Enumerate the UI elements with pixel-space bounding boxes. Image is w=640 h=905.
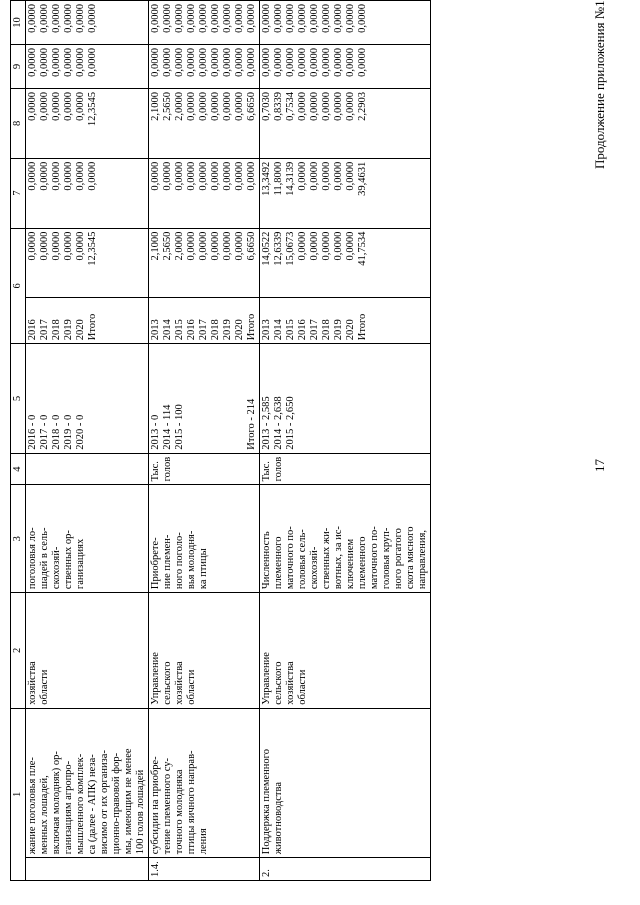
cell-line: 0,0000 bbox=[150, 4, 161, 33]
executor-cell bbox=[260, 593, 431, 709]
cell-line: 2020 bbox=[234, 319, 245, 341]
cell-line: менных лошадей, bbox=[39, 775, 50, 855]
cell-line: 0,0000 bbox=[234, 231, 245, 261]
cell-line: 41,7534 bbox=[357, 231, 368, 266]
header-row bbox=[11, 1, 26, 881]
cell-line: голов bbox=[162, 456, 173, 482]
cell-line: 0,7030 bbox=[261, 91, 272, 121]
cell-line: субсидии на приобре- bbox=[150, 756, 161, 855]
cell-line: 0,0000 bbox=[222, 48, 233, 77]
cell-line: 0,0000 bbox=[333, 161, 344, 191]
cell-line: 2020 bbox=[345, 319, 356, 341]
cell-line: ганизациям агропро- bbox=[63, 760, 74, 855]
cell-line: 0,0000 bbox=[333, 4, 344, 33]
cell-line: сельского bbox=[162, 661, 173, 705]
cell-line: ние племен- bbox=[162, 534, 173, 590]
cell-line: 0,0000 bbox=[246, 161, 257, 191]
table-row bbox=[260, 1, 431, 881]
cell-line: 0,0000 bbox=[246, 4, 257, 33]
cell-line: Управление bbox=[261, 652, 272, 705]
cell-line: 0,0000 bbox=[75, 231, 86, 261]
cell-line: 2,5650 bbox=[162, 91, 173, 121]
cell-line: 2015 - 100 bbox=[174, 404, 185, 450]
cell-line: 0,0000 bbox=[63, 231, 74, 261]
cell-line: ственных ор- bbox=[63, 530, 74, 590]
description-cell bbox=[260, 708, 431, 858]
cell-line: головья круп- bbox=[381, 527, 392, 590]
cell-line: 2,2903 bbox=[357, 91, 368, 121]
cell-line: 0,0000 bbox=[222, 161, 233, 191]
cell-line: хозяйства bbox=[27, 661, 38, 705]
unit-cell bbox=[26, 453, 149, 485]
cell-line: 0,0000 bbox=[210, 231, 221, 261]
cell-line: точного молодняка bbox=[174, 769, 185, 855]
cell-line: 2019 - 0 bbox=[63, 414, 74, 450]
cell-line: 0,0000 bbox=[333, 231, 344, 261]
years-cell bbox=[26, 298, 149, 344]
total-funding-cell bbox=[26, 228, 149, 298]
cell-line: 0,0000 bbox=[27, 48, 38, 77]
cell-line: 12,3545 bbox=[87, 91, 98, 127]
cell-line: 0,0000 bbox=[309, 48, 320, 77]
cell-line: 0,0000 bbox=[51, 48, 62, 77]
cell-line: 0,0000 bbox=[39, 231, 50, 261]
cell-line: 0,0000 bbox=[222, 231, 233, 261]
target-values-cell bbox=[260, 344, 431, 454]
cell-line: 0,7534 bbox=[285, 91, 296, 121]
cell-line: 2017 - 0 bbox=[39, 414, 50, 450]
target-values-cell bbox=[26, 344, 149, 454]
cell-line: Приобрете- bbox=[150, 537, 161, 590]
cell-line: 15,0673 bbox=[285, 231, 296, 266]
cell-line: 0,0000 bbox=[297, 161, 308, 191]
cell-line: Итого - 214 bbox=[246, 398, 257, 450]
header-1: 1 bbox=[11, 708, 26, 880]
cell-line: Поддержка племенного bbox=[261, 749, 272, 855]
local-funding-cell bbox=[26, 45, 149, 89]
unit-cell bbox=[149, 453, 260, 485]
cell-line: Тыс. bbox=[150, 461, 161, 482]
cell-line: 2015 bbox=[174, 319, 185, 341]
target-values-cell bbox=[149, 344, 260, 454]
cell-line: 2014 - 114 bbox=[162, 404, 173, 450]
cell-line: Итого bbox=[246, 313, 257, 341]
cell-line: 0,0000 bbox=[75, 48, 86, 77]
header-3: 3 bbox=[11, 485, 26, 593]
cell-line: 0,0000 bbox=[285, 4, 296, 33]
cell-line: птицы яичного направ- bbox=[186, 750, 197, 855]
cell-line: тение племенного су- bbox=[162, 757, 173, 855]
local-funding-cell bbox=[149, 45, 260, 89]
cell-line: поголовья ло- bbox=[27, 527, 38, 590]
cell-line: 0,0000 bbox=[234, 91, 245, 121]
cell-line: 0,0000 bbox=[27, 4, 38, 33]
cell-line: племенного bbox=[357, 536, 368, 590]
cell-line: 0,0000 bbox=[297, 91, 308, 121]
cell-line: 2013 bbox=[261, 319, 272, 341]
cell-line: 0,0000 bbox=[273, 4, 284, 33]
cell-line: 2,0000 bbox=[174, 91, 185, 121]
cell-line: 0,0000 bbox=[75, 161, 86, 191]
cell-line: 0,0000 bbox=[75, 4, 86, 33]
cell-line: 0,0000 bbox=[51, 161, 62, 191]
cell-line: 2,1000 bbox=[150, 91, 161, 121]
cell-line: 0,0000 bbox=[234, 4, 245, 33]
cell-line: области bbox=[297, 669, 308, 705]
cell-line: животноводства bbox=[273, 782, 284, 855]
cell-line: включая молодняк) ор- bbox=[51, 751, 62, 855]
cell-line: 0,0000 bbox=[87, 48, 98, 77]
cell-line: 0,0000 bbox=[150, 161, 161, 191]
cell-line: 0,0000 bbox=[174, 48, 185, 77]
cell-line: 0,0000 bbox=[27, 91, 38, 121]
cell-line: 0,0000 bbox=[297, 4, 308, 33]
federal-funding-cell bbox=[26, 158, 149, 228]
cell-line: 0,0000 bbox=[309, 4, 320, 33]
header-4: 4 bbox=[11, 453, 26, 485]
cell-line: 0,0000 bbox=[234, 48, 245, 77]
other-funding-cell bbox=[260, 1, 431, 45]
regional-funding-cell bbox=[26, 88, 149, 158]
cell-line: 0,0000 bbox=[87, 4, 98, 33]
cell-line: 2,1000 bbox=[150, 231, 161, 261]
cell-line: 0,0000 bbox=[210, 4, 221, 33]
row-number: 2. bbox=[260, 858, 431, 881]
local-funding-cell bbox=[260, 45, 431, 89]
cell-line: 0,0000 bbox=[75, 91, 86, 121]
cell-line: направления, bbox=[417, 530, 428, 590]
cell-line: 2018 bbox=[210, 319, 221, 341]
cell-line: 0,0000 bbox=[63, 91, 74, 121]
cell-line: 0,0000 bbox=[186, 48, 197, 77]
cell-line: 0,0000 bbox=[51, 231, 62, 261]
cell-line: ка птицы bbox=[198, 548, 209, 590]
cell-line: 0,0000 bbox=[198, 231, 209, 261]
indicator-cell bbox=[26, 485, 149, 593]
cell-line: ного поголо- bbox=[174, 532, 185, 590]
cell-line: вья молодня- bbox=[186, 530, 197, 590]
other-funding-cell bbox=[149, 1, 260, 45]
cell-line: скохозяй- bbox=[309, 546, 320, 590]
cell-line: области bbox=[186, 669, 197, 705]
cell-line bbox=[222, 347, 234, 450]
cell-line: Численность bbox=[261, 531, 272, 590]
cell-line: 12,6339 bbox=[273, 231, 284, 266]
cell-line: 0,0000 bbox=[174, 4, 185, 33]
cell-line: ления bbox=[198, 828, 209, 855]
regional-funding-cell bbox=[149, 88, 260, 158]
cell-line: 0,0000 bbox=[345, 4, 356, 33]
cell-line: са (далее - АПК) неза- bbox=[87, 754, 98, 855]
cell-line: 0,0000 bbox=[357, 4, 368, 33]
cell-line: ганизациях bbox=[75, 538, 86, 590]
cell-line: 2016 bbox=[297, 319, 308, 341]
cell-line: ственных жи- bbox=[321, 527, 332, 590]
cell-line: 0,0000 bbox=[285, 48, 296, 77]
cell-line: Итого bbox=[87, 313, 98, 341]
cell-line bbox=[198, 347, 210, 450]
header-8: 8 bbox=[11, 88, 26, 158]
cell-line: 2020 bbox=[75, 319, 86, 341]
header-2: 2 bbox=[11, 593, 26, 709]
cell-line: 0,0000 bbox=[222, 4, 233, 33]
cell-line: 2016 bbox=[186, 319, 197, 341]
cell-line: шадей в сель- bbox=[39, 527, 50, 590]
federal-funding-cell bbox=[149, 158, 260, 228]
cell-line: 2018 - 0 bbox=[51, 414, 62, 450]
cell-line: 0,0000 bbox=[309, 231, 320, 261]
row-number: 1.4. bbox=[149, 858, 260, 881]
table-row bbox=[149, 1, 260, 881]
cell-line: 0,0000 bbox=[357, 48, 368, 77]
cell-line: 0,0000 bbox=[273, 48, 284, 77]
cell-line: 0,0000 bbox=[309, 91, 320, 121]
cell-line: 2014 bbox=[273, 319, 284, 341]
federal-funding-cell bbox=[260, 158, 431, 228]
cell-line: 0,0000 bbox=[27, 161, 38, 191]
cell-line: племенного bbox=[273, 536, 284, 590]
cell-line: 0,0000 bbox=[345, 91, 356, 121]
regional-funding-cell bbox=[260, 88, 431, 158]
cell-line: головья сель- bbox=[297, 529, 308, 590]
cell-line: 2017 bbox=[39, 319, 50, 341]
cell-line: 2017 bbox=[198, 319, 209, 341]
cell-line: 2013 - 0 bbox=[150, 414, 161, 450]
cell-line: 0,0000 bbox=[63, 48, 74, 77]
cell-line: 0,0000 bbox=[39, 161, 50, 191]
page-number: 17 bbox=[592, 459, 607, 472]
cell-line: 0,0000 bbox=[261, 48, 272, 77]
cell-line: 2015 bbox=[285, 319, 296, 341]
cell-line: 2018 bbox=[321, 319, 332, 341]
cell-line: 0,0000 bbox=[321, 48, 332, 77]
cell-line: 0,0000 bbox=[246, 48, 257, 77]
cell-line: 0,0000 bbox=[321, 4, 332, 33]
cell-line: 2020 - 0 bbox=[75, 414, 86, 450]
cell-line: 0,0000 bbox=[333, 91, 344, 121]
header-6: 6 bbox=[11, 228, 26, 344]
row-number bbox=[26, 858, 149, 881]
program-table bbox=[10, 0, 431, 881]
cell-line: 0,0000 bbox=[186, 4, 197, 33]
cell-line: 2019 bbox=[333, 319, 344, 341]
continuation-note: Продолжение приложения №1 bbox=[592, 0, 607, 169]
cell-line: 2016 - 0 bbox=[27, 414, 38, 450]
cell-line: 0,0000 bbox=[27, 231, 38, 261]
cell-line: 0,0000 bbox=[198, 161, 209, 191]
cell-line: 0,0000 bbox=[162, 4, 173, 33]
cell-line: 6,6650 bbox=[246, 91, 257, 121]
cell-line: жание поголовья пле- bbox=[27, 757, 38, 855]
description-cell bbox=[26, 708, 149, 858]
cell-line: 2013 - 2,585 bbox=[261, 396, 272, 450]
cell-line: мышленного комплек- bbox=[75, 753, 86, 855]
cell-line: 14,0522 bbox=[261, 231, 272, 266]
cell-line: 6,6650 bbox=[246, 231, 257, 261]
years-cell bbox=[260, 298, 431, 344]
cell-line: скохозяй- bbox=[51, 546, 62, 590]
cell-line: 0,0000 bbox=[63, 161, 74, 191]
years-cell bbox=[149, 298, 260, 344]
cell-line: 0,0000 bbox=[150, 48, 161, 77]
cell-line: 0,0000 bbox=[333, 48, 344, 77]
cell-line: 0,0000 bbox=[87, 161, 98, 191]
cell-line: 2013 bbox=[150, 319, 161, 341]
cell-line: висимо от их организа- bbox=[99, 750, 110, 855]
cell-line: 0,0000 bbox=[198, 4, 209, 33]
cell-line: маточного по- bbox=[369, 526, 380, 590]
cell-line: 13,3492 bbox=[261, 161, 272, 196]
cell-line: 0,0000 bbox=[321, 91, 332, 121]
header-5: 5 bbox=[11, 344, 26, 454]
cell-line: 0,0000 bbox=[63, 4, 74, 33]
other-funding-cell bbox=[26, 1, 149, 45]
cell-line: 0,0000 bbox=[234, 161, 245, 191]
cell-line: 2,5650 bbox=[162, 231, 173, 261]
cell-line: 2014 - 2,638 bbox=[273, 396, 284, 450]
cell-line: 0,0000 bbox=[198, 48, 209, 77]
cell-line: 0,0000 bbox=[210, 91, 221, 121]
cell-line: 0,0000 bbox=[297, 48, 308, 77]
cell-line: 0,0000 bbox=[210, 48, 221, 77]
cell-line: хозяйства bbox=[285, 661, 296, 705]
cell-line: ционно-правовой фор- bbox=[111, 752, 122, 855]
cell-line: области bbox=[39, 669, 50, 705]
total-funding-cell bbox=[260, 228, 431, 298]
cell-line: 0,0000 bbox=[186, 91, 197, 121]
cell-line: 0,0000 bbox=[186, 231, 197, 261]
cell-line: сельского bbox=[273, 661, 284, 705]
cell-line: 14,3139 bbox=[285, 161, 296, 196]
header-9: 9 bbox=[11, 45, 26, 89]
cell-line: 0,0000 bbox=[186, 161, 197, 191]
cell-line: 2015 - 2,650 bbox=[285, 396, 296, 450]
cell-line: 0,0000 bbox=[39, 48, 50, 77]
cell-line: 0,0000 bbox=[162, 48, 173, 77]
cell-line: 0,8339 bbox=[273, 91, 284, 121]
cell-line: 0,0000 bbox=[321, 231, 332, 261]
indicator-cell bbox=[260, 485, 431, 593]
cell-line: 0,0000 bbox=[162, 161, 173, 191]
cell-line: 2014 bbox=[162, 319, 173, 341]
unit-cell bbox=[260, 453, 431, 485]
cell-line: вотных, за ис- bbox=[333, 526, 344, 590]
cell-line: голов bbox=[273, 456, 284, 482]
table-row bbox=[26, 1, 149, 881]
cell-line bbox=[210, 347, 222, 450]
cell-line: 0,0000 bbox=[51, 91, 62, 121]
cell-line: 39,4631 bbox=[357, 161, 368, 196]
indicator-cell bbox=[149, 485, 260, 593]
cell-line: 0,0000 bbox=[345, 231, 356, 261]
header-7: 7 bbox=[11, 158, 26, 228]
cell-line: Управление bbox=[150, 652, 161, 705]
cell-line: маточного по- bbox=[285, 526, 296, 590]
cell-line: 2016 bbox=[27, 319, 38, 341]
cell-line: 0,0000 bbox=[345, 48, 356, 77]
cell-line: 0,0000 bbox=[51, 4, 62, 33]
cell-line: хозяйства bbox=[174, 661, 185, 705]
cell-line: 0,0000 bbox=[297, 231, 308, 261]
cell-line: 0,0000 bbox=[210, 161, 221, 191]
cell-line: 2019 bbox=[222, 319, 233, 341]
cell-line: 0,0000 bbox=[321, 161, 332, 191]
cell-line: 2019 bbox=[63, 319, 74, 341]
cell-line: 0,0000 bbox=[309, 161, 320, 191]
cell-line: 0,0000 bbox=[39, 4, 50, 33]
cell-line: 11,8000 bbox=[273, 161, 284, 196]
cell-line: 0,0000 bbox=[345, 161, 356, 191]
executor-cell bbox=[149, 593, 260, 709]
cell-line: 2017 bbox=[309, 319, 320, 341]
header-10: 10 bbox=[11, 1, 26, 45]
cell-line: 0,0000 bbox=[222, 91, 233, 121]
cell-line: 100 голов лошадей bbox=[135, 769, 146, 855]
cell-line bbox=[234, 347, 246, 450]
cell-line: скота мясного bbox=[405, 526, 416, 590]
cell-line: ключением bbox=[345, 538, 356, 590]
cell-line: 2,0000 bbox=[174, 231, 185, 261]
cell-line: 0,0000 bbox=[174, 161, 185, 191]
cell-line: 0,0000 bbox=[39, 91, 50, 121]
executor-cell bbox=[26, 593, 149, 709]
cell-line: Тыс. bbox=[261, 461, 272, 482]
cell-line bbox=[186, 347, 198, 450]
description-cell bbox=[149, 708, 260, 858]
cell-line: 0,0000 bbox=[261, 4, 272, 33]
cell-line: Итого bbox=[357, 313, 368, 341]
cell-line: мы, имеющим не менее bbox=[123, 748, 134, 855]
cell-line: 12,3545 bbox=[87, 231, 98, 266]
cell-line: ного рогатого bbox=[393, 528, 404, 590]
cell-line: 2018 bbox=[51, 319, 62, 341]
cell-line: 0,0000 bbox=[198, 91, 209, 121]
total-funding-cell bbox=[149, 228, 260, 298]
